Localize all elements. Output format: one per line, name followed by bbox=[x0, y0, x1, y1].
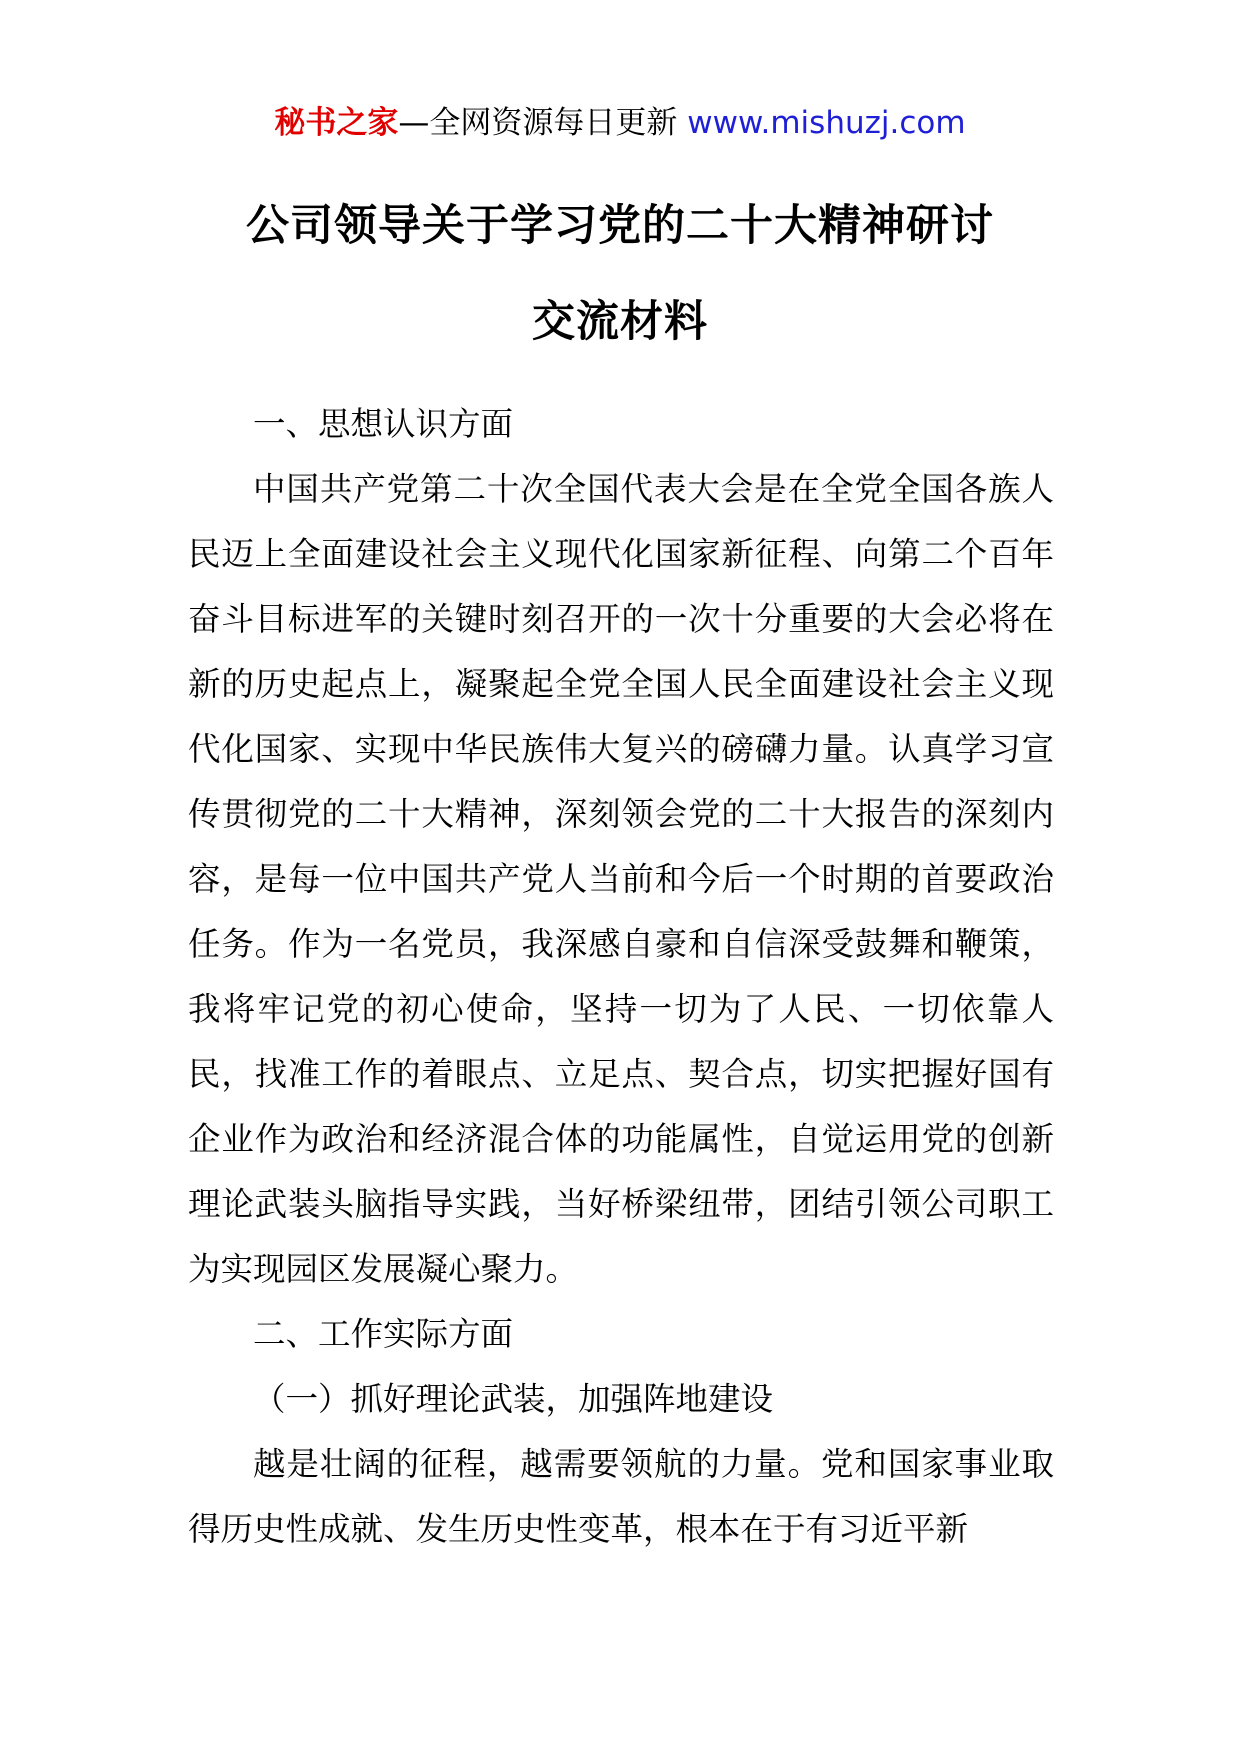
subsection-heading-1: （一）抓好理论武装，加强阵地建设 bbox=[253, 1380, 774, 1418]
header-slogan: —全网资源每日更新 bbox=[398, 105, 688, 141]
section-paragraph-1: 中国共产党第二十次全国代表大会是在全党全国各族人民迈上全面建设社会主义现代化国家新征程、向第二个百年奋斗目标进军的关键时刻召开的一次十分重要的大会必将在新的历史起点上，凝聚起全党全国人民全面建设社会主义现代化国家、实现中华民族伟大复兴的磅礴力量。认真学习宣传贯彻党的二十大精神，深刻领会党的二十大报告的深刻内容，是每一位中国共产党人当前和今后一个时期的首要政治任务。作为一名党员，我深感自豪和自信深受鼓舞和鞭策，我将牢记党的初心使命，坚持一切为了人民、一切依靠人民，找准工作的着眼点、立足点、契合点，切实把握好国有企业作为政治和经济混合体的功能属性，自觉运用党的创新理论武装头脑指导实践，当好桥梁纽带，团结引领公司职工为实现园区发展凝心聚力。 bbox=[188, 470, 1054, 1288]
document-body bbox=[188, 392, 1054, 1562]
section-heading-2: 二、工作实际方面 bbox=[253, 1315, 514, 1353]
document-title-line-1: 公司领导关于学习党的二十大精神研讨 bbox=[246, 201, 994, 251]
website-link[interactable]: www.mishuzj.com bbox=[687, 105, 966, 141]
page-header bbox=[0, 100, 1240, 146]
subsection-paragraph-1: 越是壮阔的征程，越需要领航的力量。党和国家事业取得历史性成就、发生历史性变革，根本在于有习近平新 bbox=[188, 1445, 1054, 1548]
brand-name: 秘书之家 bbox=[274, 105, 399, 141]
document-title-line-2: 交流材料 bbox=[532, 297, 708, 347]
section-heading-1: 一、思想认识方面 bbox=[253, 405, 514, 443]
